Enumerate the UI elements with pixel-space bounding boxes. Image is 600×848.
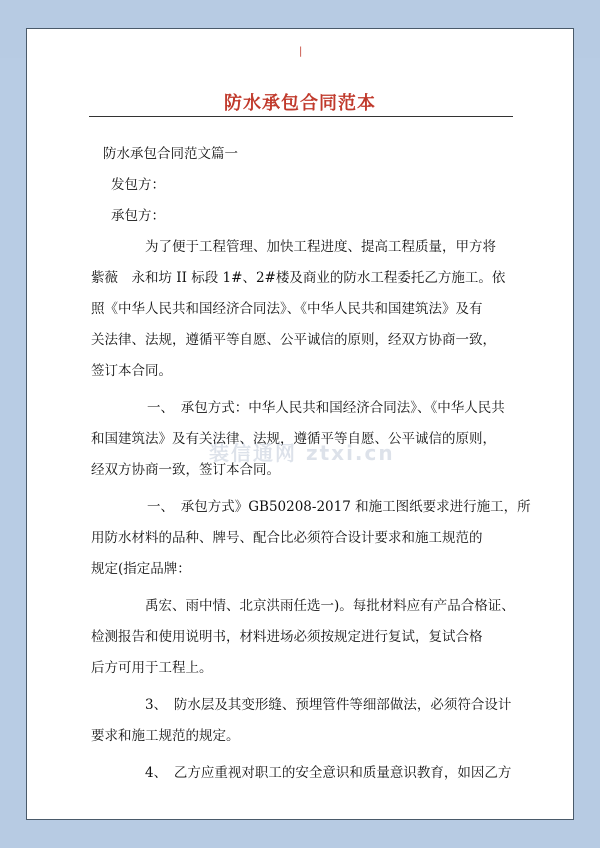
section1-line: 一、 承包方式：中华人民共和国经济合同法》、《中华人民共 — [147, 400, 505, 416]
section2-cont-line: 禹宏、雨中情、北京洪雨任选一)。每批材料应有产品合格证、 — [145, 598, 515, 614]
section1-line: 和国建筑法》及有关法律、法规，遵循平等自愿、公平诚信的原则， — [91, 431, 496, 447]
section2-cont-line: 后方可用于工程上。 — [91, 660, 213, 676]
document-body — [91, 139, 531, 789]
document-title: 防水承包合同范本 — [224, 93, 376, 114]
section1-line: 经双方协商一致，签订本合同。 — [91, 462, 280, 478]
section2-line: 用防水材料的品种、牌号、配合比必须符合设计要求和施工规范的 — [91, 530, 483, 546]
para1-line: 照《中华人民共和国经济合同法》、《中华人民共和国建筑法》及有 — [91, 301, 483, 317]
section3-line: 3、 防水层及其变形缝、预埋管件等细部做法，必须符合设计 — [145, 697, 512, 713]
party-b-label: 承包方： — [111, 208, 165, 224]
para1-line: 关法律、法规，遵循平等自愿、公平诚信的原则，经双方协商一致， — [91, 332, 496, 348]
section2-line: 规定(指定品牌： — [91, 561, 191, 577]
page-marker: | — [299, 46, 303, 57]
para1-line: 签订本合同。 — [91, 363, 172, 379]
section4-line: 4、 乙方应重视对职工的安全意识和质量意识教育，如因乙方 — [145, 765, 512, 781]
title-divider — [89, 116, 513, 117]
section3-line: 要求和施工规范的规定。 — [91, 728, 240, 744]
para1-line: 紫薇 永和坊 II 标段 1#、2#楼及商业的防水工程委托乙方施工。依 — [91, 270, 506, 286]
section-heading: 防水承包合同范文篇一 — [103, 146, 238, 162]
para1-line: 为了便于工程管理、加快工程进度、提高工程质量，甲方将 — [145, 239, 496, 255]
section2-line: 一、 承包方式》GB50208-2017 和施工图纸要求进行施工，所 — [147, 499, 531, 515]
party-a-label: 发包方： — [111, 177, 165, 193]
document-page — [26, 28, 574, 820]
watermark: 装信通网 ztxi.cn — [209, 441, 395, 465]
section2-cont-line: 检测报告和使用说明书，材料进场必须按规定进行复试，复试合格 — [91, 629, 483, 645]
